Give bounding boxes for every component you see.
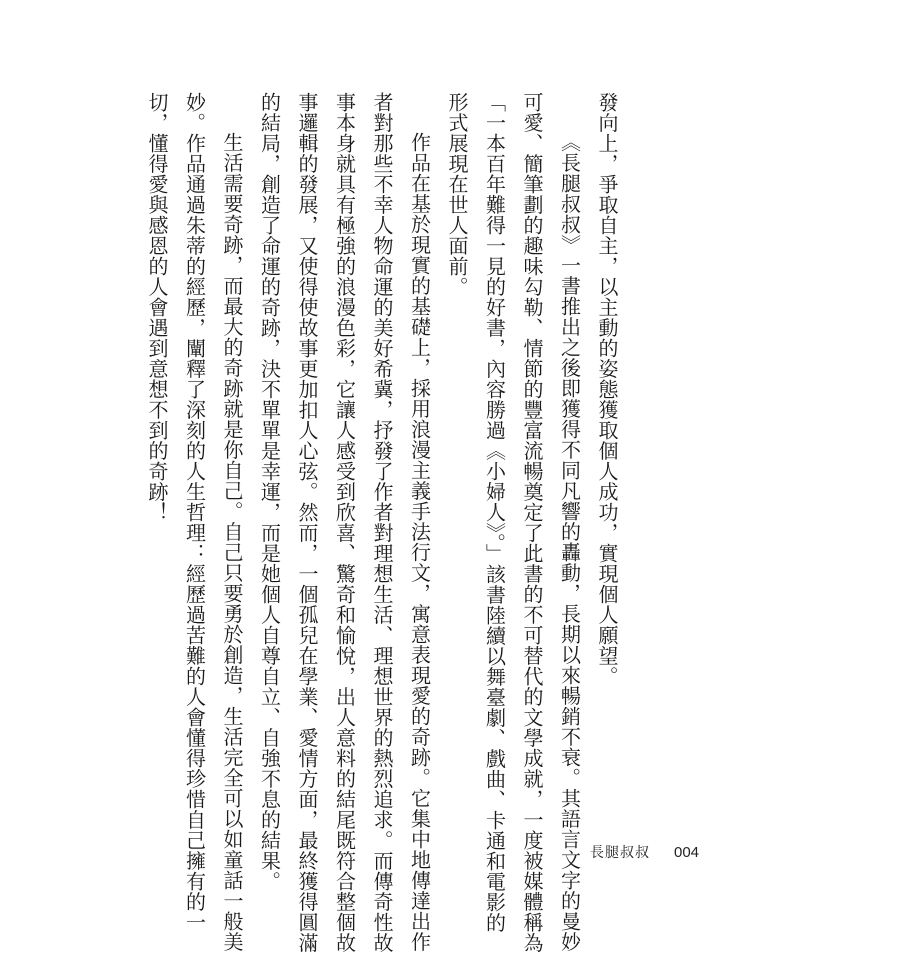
text-column [213, 92, 251, 952]
text-column [588, 92, 626, 792]
text-column-content: 「一本百年難得一見的好書，內容勝過《小婦人》。」該書陸續以舞臺劇、戲曲、卡通和電影的 [482, 92, 507, 933]
text-column-content: 妙。作品通過朱蒂的經歷，闡釋了深刻的人生哲理：經歷過苦難的人會懂得珍惜自己擁有的一 [182, 92, 207, 933]
text-column-content: 發向上，爭取自主，以主動的姿態獲取個人成功，實現個人願望。 [595, 92, 619, 687]
text-column [513, 92, 551, 953]
text-column [363, 92, 401, 953]
text-column [138, 92, 176, 792]
vertical-text-body [138, 92, 626, 953]
text-column-content: 生活需要奇跡，而最大的奇跡就是你自己。自己只要勇於創造，生活完全可以如童話一般美 [220, 132, 244, 952]
text-column [288, 92, 326, 953]
text-column [325, 92, 363, 953]
text-column-content: 切，懂得愛與感恩的人會遇到意想不到的奇跡！ [145, 92, 169, 523]
text-column-content: 作品在基於現實的基礎上，採用浪漫主義手法行文，寓意表現愛的奇跡。它集中地傳達出作 [407, 132, 432, 952]
running-title: 長腿叔叔 [590, 845, 650, 861]
text-column [250, 92, 288, 892]
page-number: 004 [674, 843, 700, 861]
page-footer [590, 842, 699, 862]
text-column-content: 可愛、簡筆劃的趣味勾勒、情節的豐富流暢奠定了此書的不可替代的文學成就，一度被媒體稱為 [520, 92, 544, 953]
text-column [400, 92, 438, 952]
text-column [475, 92, 513, 933]
text-column-content: 事邏輯的發展，又使得使故事更加扣人心弦。然而，一個孤兒在學業、愛情方面，最終獲得圓滿 [295, 92, 319, 953]
text-column-content: 形式展現在世人面前。 [445, 92, 469, 297]
text-column-content: 事本身就具有極強的浪漫色彩，它讓人感受到欣喜、驚奇和愉悅，出人意料的結尾既符合整個故 [332, 92, 357, 953]
text-column [438, 92, 476, 792]
text-column-content: 《長腿叔叔》一書推出之後即獲得不同凡響的轟動，長期以來暢銷不衰。其語言文字的曼妙 [557, 132, 582, 952]
text-column-content: 的結局，創造了命運的奇跡，決不單單是幸運，而是她個人自尊自立、自強不息的結果。 [257, 92, 282, 892]
text-column [550, 92, 588, 952]
text-column-content: 者對那些不幸人物命運的美好希冀，抒發了作者對理想生活、理想世界的熱烈追求。而傳奇性故 [370, 92, 394, 953]
text-column [175, 92, 213, 933]
